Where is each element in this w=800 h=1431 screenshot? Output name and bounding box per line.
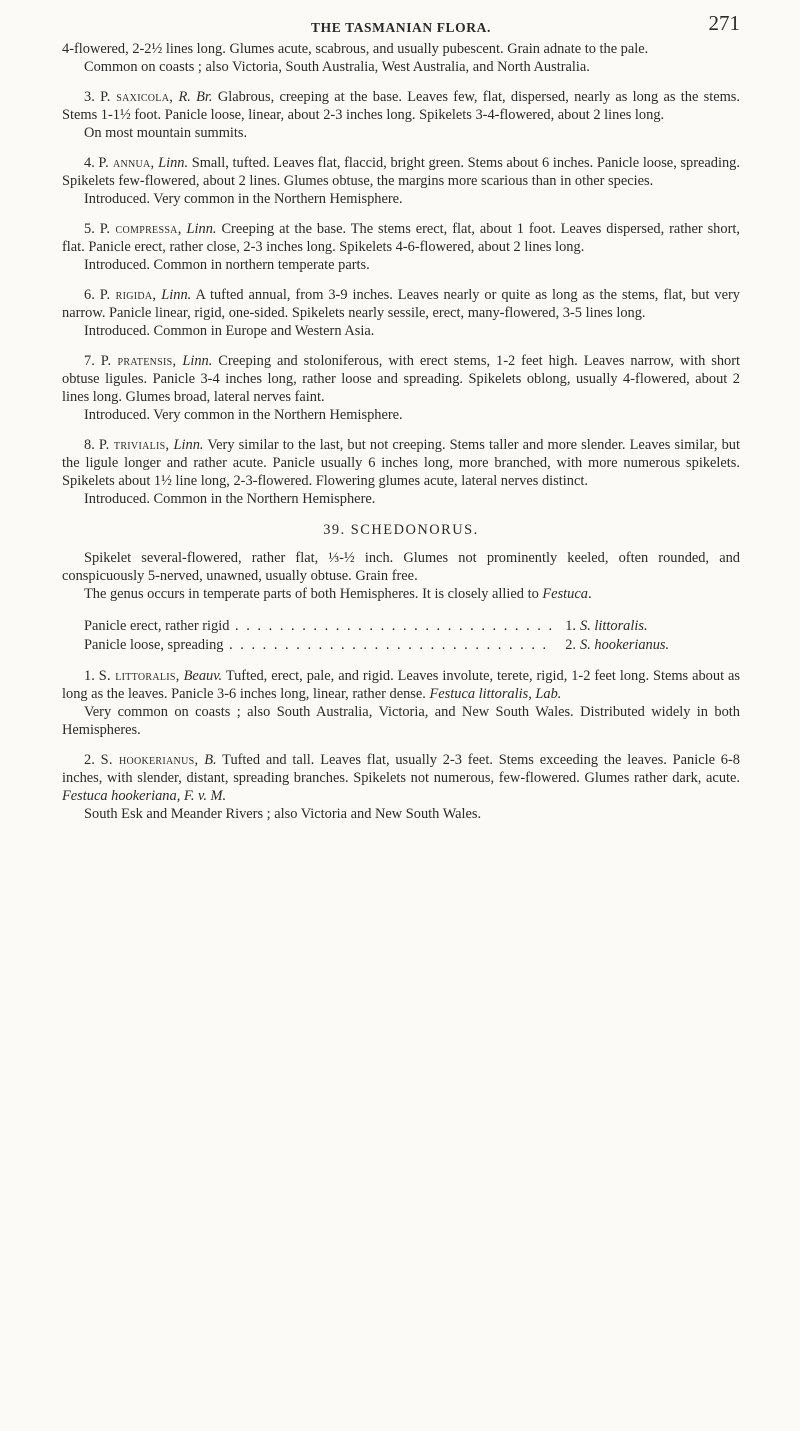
species-distribution: On most mountain summits. <box>84 125 248 141</box>
page-number: 271 <box>708 11 740 35</box>
key-number: 2. <box>565 637 576 653</box>
species-number: 1. <box>84 668 95 684</box>
species-text: Creeping and stoloniferous, with erect stems, 1-2 feet high. Leaves narrow, with short obtuse ligules. Panicle 3-4 inches long, rather loose and spreading. Spikelets oblong, usually 4-flowered, about 2 lines long. Glumes broad, lateral nerves faint. <box>62 353 740 405</box>
species-description <box>62 88 740 124</box>
species-number: 8. <box>84 437 95 453</box>
species-author: Linn. <box>161 287 192 303</box>
species-number: 2. <box>84 752 95 768</box>
genus-note-allied: Festuca <box>542 586 588 602</box>
species-name: P. pratensis, <box>100 353 177 369</box>
species-key <box>84 617 740 655</box>
key-character: Panicle loose, spreading . . . <box>84 636 552 655</box>
species-entry <box>62 220 740 274</box>
running-title: THE TASMANIAN FLORA. <box>311 20 491 35</box>
species-author: Linn. <box>158 155 189 171</box>
species-entry <box>62 352 740 424</box>
species-distribution: Introduced. Common in Europe and Western Asia. <box>84 323 375 339</box>
key-row <box>84 636 740 655</box>
species-text: Small, tufted. Leaves flat, flaccid, bright green. Stems about 6 inches. Panicle loose, spreading. Spikelets few-flowered, about 2 lines. Glumes obtuse, the margins more scarious than in other species. <box>62 155 740 189</box>
species-name: P. annua, <box>98 155 155 171</box>
species-description <box>62 352 740 406</box>
species-name: S. littoralis, <box>98 668 180 684</box>
species-text: Creeping at the base. The stems erect, flat, about 1 foot. Leaves dispersed, rather short, flat. Panicle erect, rather close, 2-3 inches long. Spikelets 4-6-flowered, about 2 lines long. <box>62 221 740 255</box>
species-name: P. trivialis, <box>98 437 170 453</box>
species-entry <box>62 154 740 208</box>
species-distribution: South Esk and Meander Rivers ; also Victoria and New South Wales. <box>84 806 482 822</box>
species-text: Glabrous, creeping at the base. Leaves few, flat, dispersed, nearly as long as the stems. Stems 1-1½ foot. Panicle loose, linear, about 2-3 inches long. Spikelets 3-4-flowered, about 2 lines long. <box>62 89 740 123</box>
species-synonym: Festuca littoralis, Lab. <box>429 686 562 702</box>
species-name: S. hookerianus, <box>100 752 199 768</box>
species-name: P. compressa, <box>99 221 182 237</box>
genus-note-end: . <box>587 586 592 602</box>
species-description <box>62 436 740 490</box>
species-number: 3. <box>84 89 95 105</box>
species-entry <box>62 286 740 340</box>
species-number: 4. <box>84 155 95 171</box>
species-entry <box>62 88 740 142</box>
species-distribution: Introduced. Common in northern temperate parts. <box>84 257 370 273</box>
key-number: 1. <box>565 618 576 634</box>
key-species-name: S. hookerianus. <box>580 637 670 653</box>
species-distribution: Introduced. Common in the Northern Hemisphere. <box>84 491 376 507</box>
species-name: P. rigida, <box>99 287 157 303</box>
genus-description <box>62 549 740 603</box>
genus-species-list <box>62 667 740 823</box>
species-author: B. <box>204 752 217 768</box>
species-description <box>62 751 740 805</box>
species-synonym: Festuca hookeriana, F. v. M. <box>62 788 227 804</box>
species-number: 7. <box>84 353 95 369</box>
species-author: R. Br. <box>178 89 213 105</box>
genus-note-text: The genus occurs in temperate parts of both Hemispheres. It is closely allied to <box>84 586 539 602</box>
species-author: Linn. <box>186 221 217 237</box>
species-author: Linn. <box>182 353 213 369</box>
genus-characters: Spikelet several-flowered, rather flat, ⅓-½ inch. Glumes not prominently keeled, often rounded, and conspicuously 5-nerved, unawned, usually obtuse. Grain free. <box>62 550 740 584</box>
species-number: 5. <box>84 221 95 237</box>
species-description <box>62 667 740 703</box>
entry-description: 4-flowered, 2-2½ lines long. Glumes acute, scabrous, and usually pubescent. Grain adnate to the pale. <box>62 41 649 57</box>
species-text: Tufted, erect, pale, and rigid. Leaves involute, terete, rigid, 1-2 feet long. Stems about as long as the leaves. Panicle 3-6 inches long, linear, rather dense. <box>62 668 740 702</box>
species-text: Tufted and tall. Leaves flat, usually 2-3 feet. Stems exceeding the leaves. Panicle 6-8 inches, with slender, distant, spreading branches. Spikelets not numerous, few-flowered. Glumes rather dark, acute. <box>62 752 740 786</box>
species-number: 6. <box>84 287 95 303</box>
species-text: A tufted annual, from 3-9 inches. Leaves nearly or quite as long as the stems, flat, but very narrow. Panicle linear, rigid, one-sided. Spikelets nearly sessile, erect, many-flowered, 3-5 lines long. <box>62 287 740 321</box>
key-character: Panicle erect, rather rigid . . . <box>84 617 552 636</box>
species-description <box>62 154 740 190</box>
continued-entry <box>62 40 740 76</box>
key-row <box>84 617 740 636</box>
species-description <box>62 220 740 256</box>
species-description <box>62 286 740 322</box>
genus-note <box>62 585 740 603</box>
species-author: Linn. <box>173 437 204 453</box>
species-distribution: Introduced. Very common in the Northern Hemisphere. <box>84 407 403 423</box>
species-entry <box>62 667 740 739</box>
species-author: Beauv. <box>183 668 223 684</box>
species-distribution: Introduced. Very common in the Northern Hemisphere. <box>84 191 403 207</box>
species-entry <box>62 751 740 823</box>
species-entry <box>62 436 740 508</box>
species-distribution: Very common on coasts ; also South Australia, Victoria, and New South Wales. Distributed widely in both Hemispheres. <box>62 704 740 738</box>
species-name: P. saxicola, <box>100 89 174 105</box>
entry-distribution: Common on coasts ; also Victoria, South Australia, West Australia, and North Australia. <box>84 59 590 75</box>
species-list <box>62 88 740 508</box>
running-head <box>62 0 740 40</box>
genus-heading: 39. SCHEDONORUS. <box>323 522 479 538</box>
species-text: Very similar to the last, but not creeping. Stems taller and more slender. Leaves similar, but the ligule longer and rather acute. Panicle usually 6 inches long, more branched, with more numerous spikelets. Spikelets about 1½ line long, 2-3-flowered. Flowering glumes acute, lateral nerves distinct. <box>62 437 740 489</box>
key-species-name: S. littoralis. <box>580 618 648 634</box>
